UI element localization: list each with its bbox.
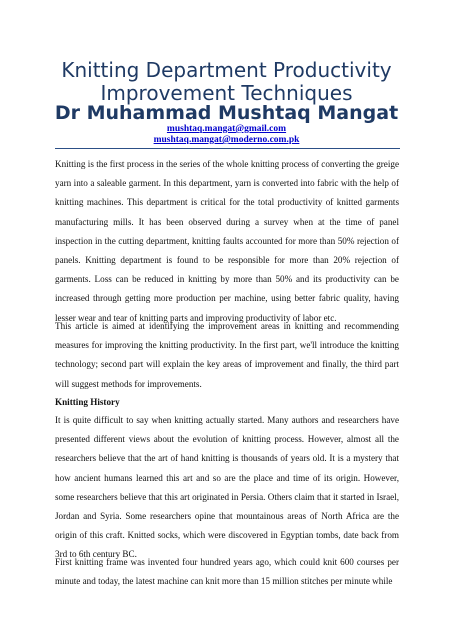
author-email-link-1[interactable]: mushtaq.mangat@gmail.com bbox=[166, 124, 287, 134]
aim-paragraph: This article is aimed at identifying the improvement areas in knitting and recommending measures for improving the knitting productivity. In the first part, we'll introduce the knitting technology; second part will explain the key areas of improvement and finally, the third part will suggest methods for improvements. bbox=[55, 321, 399, 389]
document-title-line-1: Knitting Department Productivity bbox=[61, 58, 392, 82]
section-heading-knitting-history: Knitting History bbox=[55, 397, 120, 407]
document-title-line-2: Improvement Techniques bbox=[100, 81, 353, 105]
author-name: Dr Muhammad Mushtaq Mangat bbox=[54, 102, 399, 124]
intro-paragraph: Knitting is the first process in the series of the whole knitting process of converting the greige yarn into a saleable garment. In this department, yarn is converted into fabric with the help of knitting machines. This department is critical for the total productivity of knitted garments manufacturing mills. It has been observed during a survey when at the time of panel inspection in the cutting department, knitting faults accounted for more than 50% rejection of panels. Knitting department is found to be responsible for more than 20% rejection of garments. Loss can be reduced in knitting by more than 50% and its productivity can be increased through getting more production per machine, using better fabric quality, having lesser wear and tear of knitting parts and improving productivity of labor etc. bbox=[55, 159, 399, 323]
header-divider bbox=[55, 148, 400, 149]
knitting-frame-paragraph: First knitting frame was invented four hundred years ago, which could knit 600 courses per minute and today, the latest machine can knit more than 15 million stitches per minute while bbox=[55, 557, 399, 587]
history-paragraph: It is quite difficult to say when knitting actually started. Many authors and researchers have presented different views about the evolution of knitting process. However, almost all the researchers believe that the art of hand knitting is thousands of years old. It is a mystery that how ancient humans learned this art and so are the place and time of its origin. However, some researchers believe that this art originated in Persia. Others claim that it started in Israel, Jordan and Syria. Some researchers opine that mountainous areas of North Africa are the origin of this craft. Knitted socks, which were discovered in Egyptian tombs, date back from 3rd to 6th century BC. bbox=[55, 415, 399, 560]
author-email-link-2[interactable]: mushtaq.mangat@moderno.com.pk bbox=[153, 135, 300, 145]
